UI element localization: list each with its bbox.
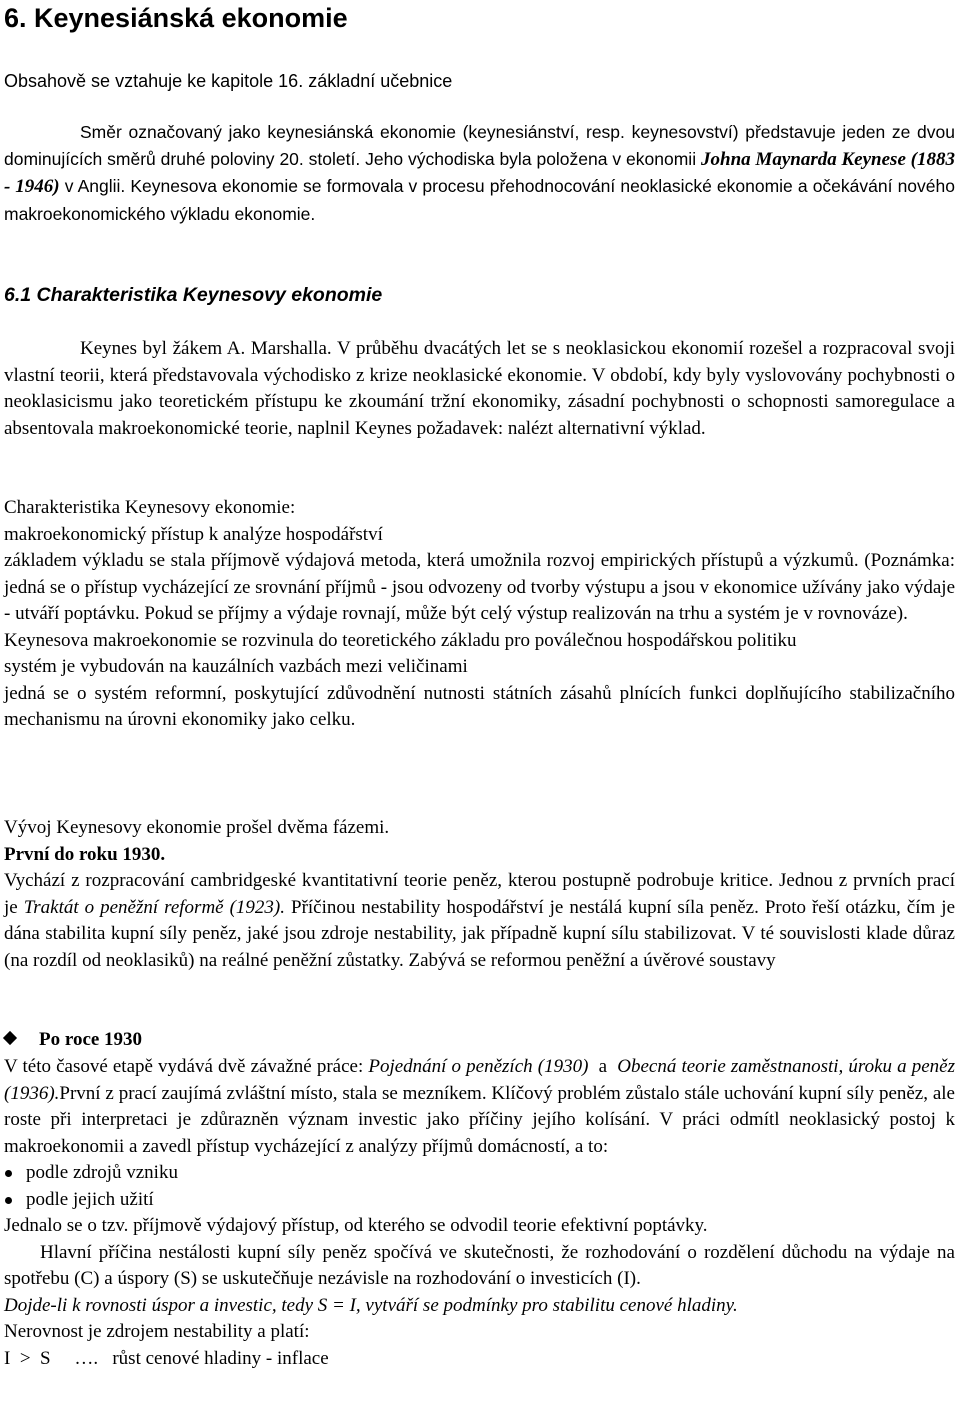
second-phase-work-1: Pojednání o penězích (1930) [368,1056,589,1077]
second-phase-heading: Po roce 1930 [39,1029,143,1050]
paragraph-intro-a: Směr označovaný jako keynesiánská ekonomie (keynesiánství, resp. keynesovství) představuje jeden ze dvou dominujících směrů druhé poloviny 20. století. Jeho východiska byla položena v ekonomii [4,122,955,169]
diamond-bullet-icon [3,1031,17,1045]
characteristic-5: jedná se o systém reformní, poskytující zdůvodnění nutnosti státních zásahů plnících funkci doplňujícího stabilizačního mechanismu na úrovni ekonomiky jako celku. [4,682,955,730]
first-phase-text-a: Vychází z rozpracování cambridgeské kvantitativní teorie peněz, kterou postupně podrobuje kritice. Jednou z prvních prací je [4,870,955,918]
second-phase-text [4,1054,955,1160]
keynes-name: Johna Maynarda Keynese (1883 - 1946) [4,148,955,197]
second-phase-section [4,1054,955,1372]
second-phase-text-a: V této časové etapě vydává dvě závažné práce: [4,1056,369,1077]
list-item: podle zdrojů vzniku [4,1160,955,1187]
intro-line: Obsahově se vztahuje ke kapitole 16. základní učebnice [4,71,453,91]
inequality-text: Nerovnost je zdrojem nestability a platí: [4,1321,310,1342]
paragraph-keynes-marshall: Keynes byl žákem A. Marshalla. V průběhu dvacátých let se s neoklasickou ekonomií rozešel a rozpracoval svoji vlastní teorii, která představovala východisko z krize neoklasické ekonomie. V období, kdy byly vyslovovány pochybnosti o neoklasicismu jako teoretickém přístupu ke zkoumání tržní ekonomiky, zásadní pochybnosti o schopnosti samoregulace a absentovala makroekonomické teorie, naplnil Keynes požadavek: nalézt alternativní výklad. [4,338,955,439]
first-phase-work: Traktát o peněžní reformě (1923). [23,896,286,918]
paragraph-intro-b: v Anglii. Keynesova ekonomie se formovala v procesu přehodnocování neoklasické ekonomie a očekávání nového makroekonomického výkladu ekonomie. [4,176,955,224]
phases-section [4,815,955,974]
list-item: podle jejich užití [4,1187,955,1214]
approach-text: Jednalo se o tzv. příjmově výdajový přístup, od kterého se odvodil teorie efektivní poptávky. [4,1215,708,1236]
inflation-formula: I > S …. růst cenové hladiny - inflace [4,1347,329,1369]
characteristic-2: základem výkladu se stala příjmově výdajová metoda, která umožnila rozvoj empirických přístupů a výzkumů. (Poznámka: jedná se o přístup vycházející ze srovnání příjmů - jsou odvozeny od tvorby výstupu a jsou v ekonomice užívány jako výdaje - utváří poptávku. Pokud se příjmy a výdaje rovnají, může být celý výstup realizován na trhu a systém je v rovnováze). [4,550,955,624]
characteristic-1: makroekonomický přístup k analýze hospodářství [4,523,383,545]
income-analysis-list [4,1160,955,1213]
second-phase-and: a [588,1056,618,1077]
condition-text: Dojde-li k rovnosti úspor a investic, tedy S = I, vytváří se podmínky pro stabilitu cenové hladiny. [4,1294,738,1316]
paragraph-intro [4,119,955,227]
main-cause-text: Hlavní příčina nestálosti kupní síly peněz spočívá ve skutečnosti, že rozhodování o rozdělení důchodu na výdaje na spotřebu (C) a úspory (S) se uskutečňuje nezávisle na rozhodování o investicích (I). [4,1241,955,1289]
second-phase-work-2: Obecná teorie zaměstnanosti, úroku a peněz (1936). [4,1056,955,1104]
section-title: 6.1 Charakteristika Keynesovy ekonomie [4,284,383,306]
characteristics-list [4,495,955,734]
page-title: 6. Keynesiánská ekonomie [4,3,348,33]
characteristics-heading: Charakteristika Keynesovy ekonomie: [4,497,296,518]
first-phase-text-b: Příčinou nestability hospodářství je nestálá kupní síla peněz. Proto řeší otázku, čím je dána stabilita kupní síly peněz, jaké jsou zdroje nestability, jak případně kupní sílu stabilizovat. V té souvislosti klade důraz (na rozdíl od neoklasiků) na reálné peněžní zůstatky. Zabývá se reformou peněžní a úvěrové soustavy [4,896,956,971]
first-phase-text [4,868,955,974]
characteristic-4: systém je vybudován na kauzálních vazbách mezi veličinami [4,656,468,677]
second-phase-text-b: První z prací zaujímá zvláštní místo, stala se mezníkem. Klíčový problém zůstalo stále uchování kupní síly peněz, ale roste při interpretaci je zdůrazněn význam investic jako příčiny jejího kolísání. V práci odmítl neoklasický postoj k makroekonomii a zavedl přístup vycházející z analýzy příjmů domácností, a to: [4,1082,955,1157]
characteristic-3: Keynesova makroekonomie se rozvinula do teoretického základu pro poválečnou hospodářskou politiku [4,629,797,651]
second-phase-heading-row [4,1027,955,1054]
phases-intro: Vývoj Keynesovy ekonomie prošel dvěma fázemi. [4,817,390,838]
first-phase-heading: První do roku 1930. [4,843,166,865]
